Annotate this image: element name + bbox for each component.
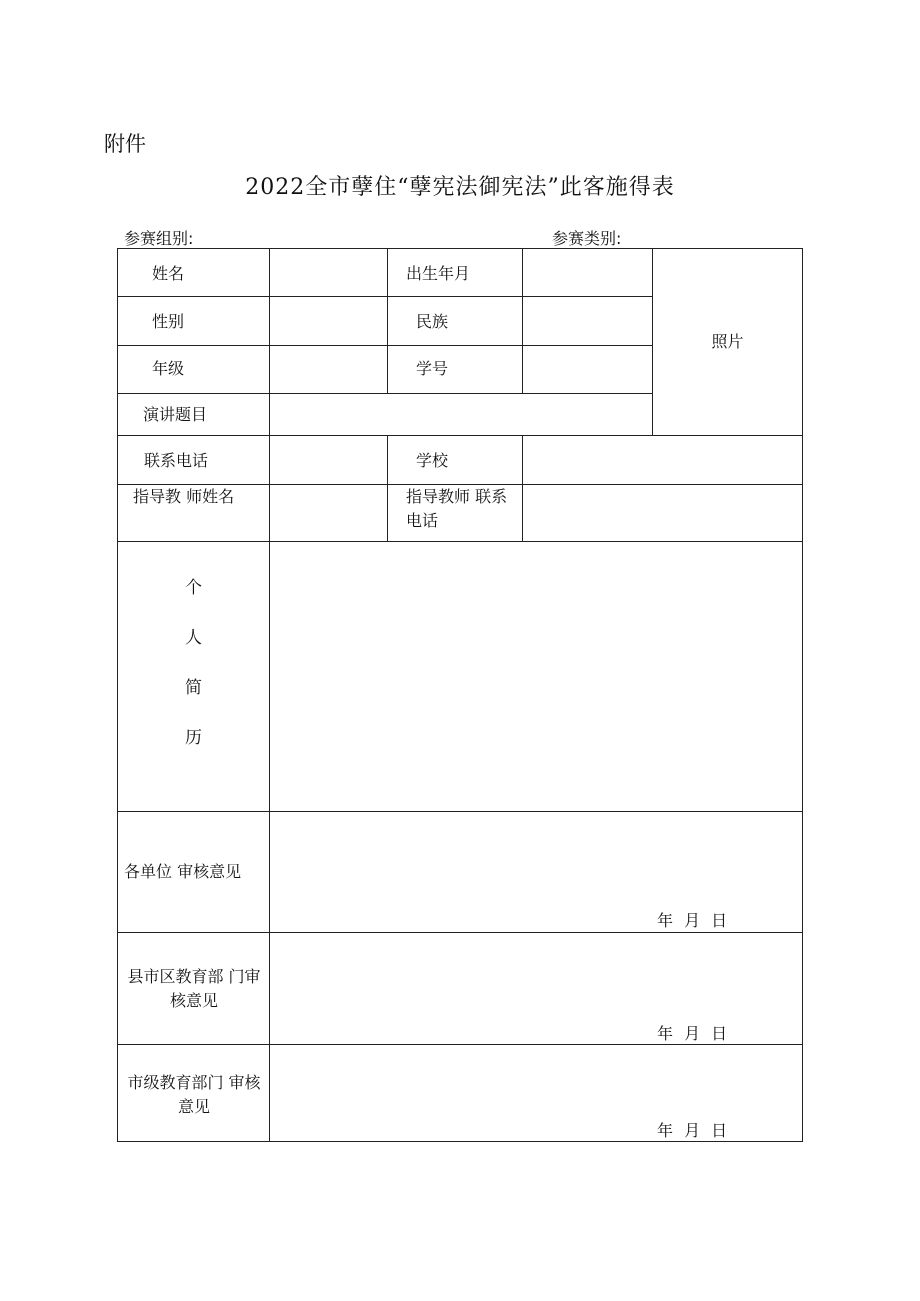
- city-review-date: 年 月 日: [657, 1121, 728, 1140]
- teacher-name-field[interactable]: [270, 485, 387, 541]
- page-title: 2022全市孽住“孽宪法御宪法”此客施得表: [245, 175, 675, 200]
- student-id-field[interactable]: [523, 346, 652, 393]
- name-field[interactable]: [270, 249, 387, 296]
- school-field[interactable]: [523, 436, 802, 484]
- speech-topic-field[interactable]: [270, 394, 652, 435]
- col-divider: [387, 435, 388, 542]
- resume-field[interactable]: [270, 542, 802, 811]
- teacher-name-label: 指导教 师姓名: [133, 487, 235, 506]
- resume-label: [118, 576, 269, 776]
- photo-area[interactable]: [653, 249, 802, 435]
- unit-review-label: 各单位 审核意见: [124, 862, 242, 881]
- speech-topic-label: 演讲题目: [143, 405, 208, 424]
- name-label: 姓名: [152, 264, 185, 283]
- photo-label: 照片: [711, 332, 744, 351]
- county-review-label: 县市区教育部 门审核意见: [127, 967, 261, 1010]
- ethnicity-field[interactable]: [523, 297, 652, 345]
- gender-label: 性别: [152, 312, 185, 331]
- resume-char: 人: [185, 628, 202, 648]
- birth-label: 出生年月: [406, 264, 471, 283]
- grade-field[interactable]: [270, 346, 387, 393]
- phone-label: 联系电话: [144, 451, 209, 470]
- resume-char: 个: [185, 578, 202, 598]
- table-border-right: [802, 248, 803, 1142]
- unit-review-date: 年 月 日: [657, 911, 728, 930]
- school-label: 学校: [416, 451, 449, 470]
- resume-char: 简: [185, 678, 202, 698]
- grade-label: 年级: [152, 359, 185, 378]
- group-label: 参赛组别:: [124, 229, 194, 248]
- city-review-label: 市级教育部门 审核意见: [127, 1073, 261, 1116]
- table-border-bottom: [117, 1141, 803, 1142]
- student-id-label: 学号: [416, 359, 449, 378]
- teacher-phone-label: 指导教师 联系电话: [406, 487, 508, 530]
- county-review-date: 年 月 日: [657, 1024, 728, 1043]
- attachment-label: 附件: [104, 132, 146, 156]
- col-divider: [387, 248, 388, 394]
- ethnicity-label: 民族: [416, 312, 449, 331]
- category-label: 参赛类别:: [552, 229, 622, 248]
- teacher-phone-field[interactable]: [523, 485, 802, 541]
- phone-field[interactable]: [270, 436, 387, 484]
- gender-field[interactable]: [270, 297, 387, 345]
- resume-char: 历: [185, 728, 202, 748]
- birth-field[interactable]: [523, 249, 652, 296]
